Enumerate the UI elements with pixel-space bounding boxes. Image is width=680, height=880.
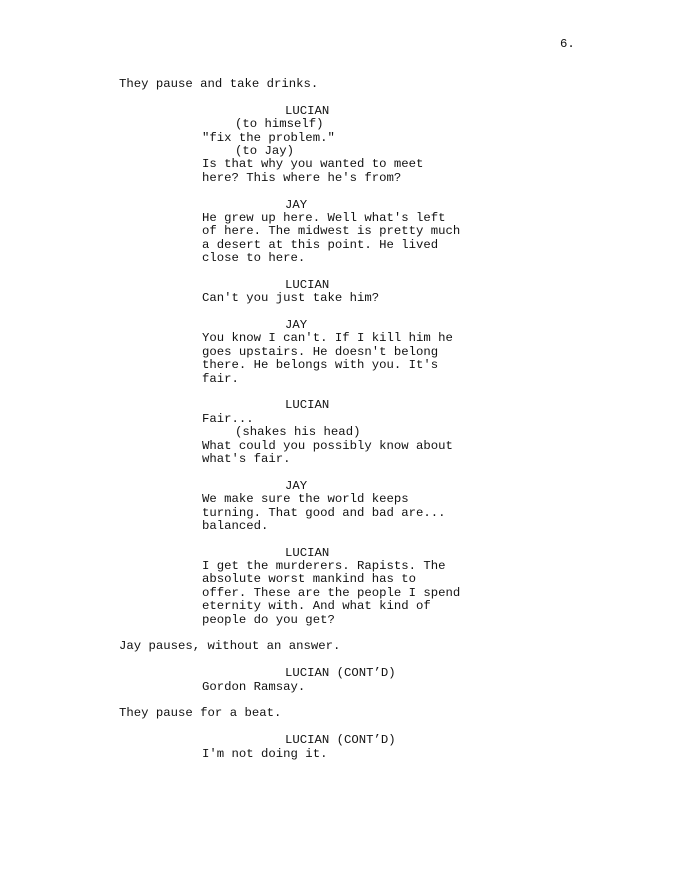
blank-line [0, 694, 680, 707]
screenplay-body [0, 78, 680, 761]
character-cue: LUCIAN [285, 277, 330, 292]
dialogue-line: turning. That good and bad are... [202, 505, 446, 520]
character-cue: LUCIAN [285, 103, 330, 118]
parenthetical-line: (shakes his head) [235, 425, 361, 440]
dialogue-line: a desert at this point. He lived [202, 237, 439, 252]
blank-line [0, 721, 680, 734]
action-line: Jay pauses, without an answer. [119, 639, 341, 654]
character-cue: LUCIAN (CONT’D) [285, 666, 396, 681]
blank-line [0, 466, 680, 479]
dialogue-line: goes upstairs. He doesn't belong [202, 344, 439, 359]
character-cue: LUCIAN [285, 545, 330, 560]
character-cue: JAY [285, 478, 308, 493]
action-line: They pause for a beat. [119, 706, 282, 721]
blank-line [0, 185, 680, 198]
dialogue-line: Is that why you wanted to meet [202, 157, 424, 172]
parenthetical-line: (to himself) [235, 117, 324, 132]
dialogue-line: here? This where he's from? [202, 170, 402, 185]
dialogue-line: what's fair. [202, 451, 291, 466]
dialogue-line: I'm not doing it. [202, 746, 328, 761]
dialogue-line: What could you possibly know about [202, 438, 453, 453]
dialogue-line: eternity with. And what kind of [202, 599, 431, 614]
dialogue-line: Gordon Ramsay. [202, 679, 306, 694]
dialogue-line: absolute worst mankind has to [202, 572, 417, 587]
character-cue: JAY [285, 318, 308, 333]
dialogue-line: of here. The midwest is pretty much [202, 224, 461, 239]
dialogue-line: balanced. [202, 518, 269, 533]
dialogue-line: offer. These are the people I spend [202, 585, 461, 600]
blank-line [0, 306, 680, 319]
dialogue-line: Can't you just take him? [202, 291, 380, 306]
dialogue-line: close to here. [202, 251, 306, 266]
dialogue-line: You know I can't. If I kill him he [202, 331, 453, 346]
blank-line [0, 654, 680, 667]
parenthetical-line: (to Jay) [235, 143, 295, 158]
dialogue-line: "fix the problem." [202, 130, 335, 145]
blank-line [0, 386, 680, 399]
action-line: They pause and take drinks. [119, 77, 319, 91]
dialogue-line: there. He belongs with you. It's [202, 358, 439, 373]
blank-line [0, 533, 680, 546]
character-cue: LUCIAN (CONT’D) [285, 733, 396, 748]
dialogue-line: Fair... [202, 411, 254, 426]
dialogue-line: He grew up here. Well what's left [202, 210, 446, 225]
dialogue-line: We make sure the world keeps [202, 492, 409, 507]
blank-line [0, 265, 680, 278]
dialogue-line: I get the murderers. Rapists. The [202, 559, 446, 574]
character-cue: LUCIAN [285, 398, 330, 413]
character-cue: JAY [285, 197, 308, 212]
blank-line [0, 627, 680, 640]
blank-line [0, 91, 680, 104]
dialogue-line: fair. [202, 371, 239, 386]
page-number: 6. [560, 37, 575, 51]
dialogue-line: people do you get? [202, 612, 335, 627]
